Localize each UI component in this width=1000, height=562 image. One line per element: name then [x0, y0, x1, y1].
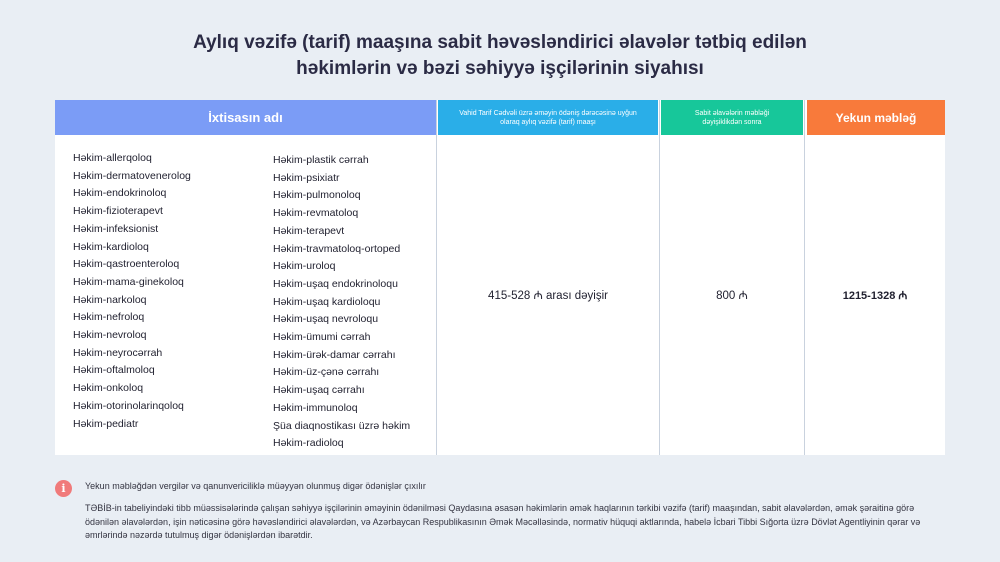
info-icon: i [55, 480, 72, 497]
header-specialty: İxtisasın adı [55, 100, 436, 135]
specialty-item: Həkim-ümumi cərrah [273, 331, 371, 344]
specialty-item: Həkim-onkoloq [73, 382, 144, 395]
total-value: 1215-1328 ₼ [842, 289, 908, 302]
specialty-item: Həkim-uşaq kardioloqu [273, 295, 381, 308]
specialty-item: Həkim-dermatovenerolog [73, 169, 191, 182]
note-salary-composition: TƏBİB-in tabeliyindəki tibb müəssisələrində çalışan səhiyyə işçilərinin əməyinin ödənilməsi Qaydasına əsasən həkimlərin əmək haqlarının tərkibi vəzifə (tarif) maaşından, sabit əlavələrdən, əmək şəraitinə görə ödənilən əlavələrdən, işin nəticəsinə görə həvəsləndirici əlavələrdən, və Azərbaycan Respublikasının Əmək Məcəlləsində, normativ hüquqi aktlarında, habelə İcbari Tibbi Sığorta üzrə Dövlət Agentliyinin qərar və əmrlərində nəzərdə tutulmuş digər ödənişlərdən ibarətdir. [85, 503, 921, 540]
specialty-item: Həkim-allerqoloq [73, 152, 152, 164]
specialty-item: Həkim-travmatoloq-ortoped [273, 242, 401, 255]
specialty-item: Həkim-narkoloq [73, 293, 147, 306]
header-after-change: Sabit əlavələrin məbləği dəyişiklikdən sonra [661, 100, 803, 135]
specialty-item: Həkim-pulmonoloq [273, 189, 361, 202]
specialty-item: Şüa diaqnostikası üzrə həkim [273, 419, 411, 432]
specialty-item: Həkim-terapevt [273, 224, 345, 237]
specialty-table [55, 100, 945, 455]
specialty-item: Həkim-uroloq [273, 260, 336, 273]
specialty-item: Həkim-nevroloq [73, 329, 147, 342]
specialty-item: Həkim-psixiatr [273, 171, 340, 184]
specialty-item: Həkim-plastik cərrah [273, 154, 369, 166]
title-line-1: Aylıq vəzifə (tarif) maaşına sabit həvəsləndirici əlavələr tətbiq edilən [193, 32, 807, 53]
specialty-item: Həkim-mama-ginekoloq [73, 275, 184, 288]
specialty-item: Həkim-oftalmoloq [73, 364, 155, 377]
specialty-item: Həkim-endokrinoloq [73, 187, 167, 200]
specialty-item: Həkim-uşaq nevroloqu [273, 313, 379, 326]
after-change-column [660, 100, 805, 455]
specialty-item: Həkim-revmatoloq [273, 207, 359, 220]
note-taxes: Yekun məbləğdən vergilər və qanunvericiliklə müəyyən olunmuş digər ödənişlər çıxılır [85, 481, 426, 491]
specialty-item: Həkim-radioloq [273, 437, 344, 450]
specialty-item: Həkim-nefroloq [73, 311, 145, 324]
specialty-item: Həkim-infeksionist [73, 222, 159, 235]
total-column [805, 100, 945, 455]
specialty-item: Həkim-fizioterapevt [73, 205, 163, 218]
specialty-item: Həkim-uşaq endokrinoloqu [273, 277, 398, 290]
title-line-2: həkimlərin və bəzi səhiyyə işçilərinin siyahısı [296, 58, 704, 79]
specialty-item: Həkim-otorinolarinqoloq [73, 399, 184, 412]
specialty-item: Həkim-üz-çənə cərrahı [273, 366, 380, 379]
tariff-column [437, 100, 660, 455]
specialty-item: Həkim-qastroenteroloq [73, 258, 180, 271]
specialty-list-right [273, 152, 410, 453]
specialty-item: Həkim-uşaq cərrahı [273, 384, 365, 397]
header-total: Yekun məbləğ [807, 100, 945, 135]
specialty-item: Həkim-immunoloq [273, 401, 358, 414]
specialty-list-left [73, 150, 191, 433]
page-title [0, 30, 1000, 82]
tariff-value: 415-528 ₼ arası dəyişir [488, 289, 608, 302]
header-tariff: Vahid Tarif Cədvəli üzrə əməyin ödəniş dərəcəsinə uyğun olaraq aylıq vəzifə (tarif) maaşı [438, 100, 658, 135]
specialty-item: Həkim-ürək-damar cərrahı [273, 348, 396, 361]
after-change-value: 800 ₼ [716, 289, 748, 302]
specialty-column [55, 100, 437, 455]
specialty-item: Həkim-neyrocərrah [73, 346, 163, 359]
specialty-item: Həkim-kardioloq [73, 240, 149, 253]
specialty-item: Həkim-pediatr [73, 417, 139, 430]
